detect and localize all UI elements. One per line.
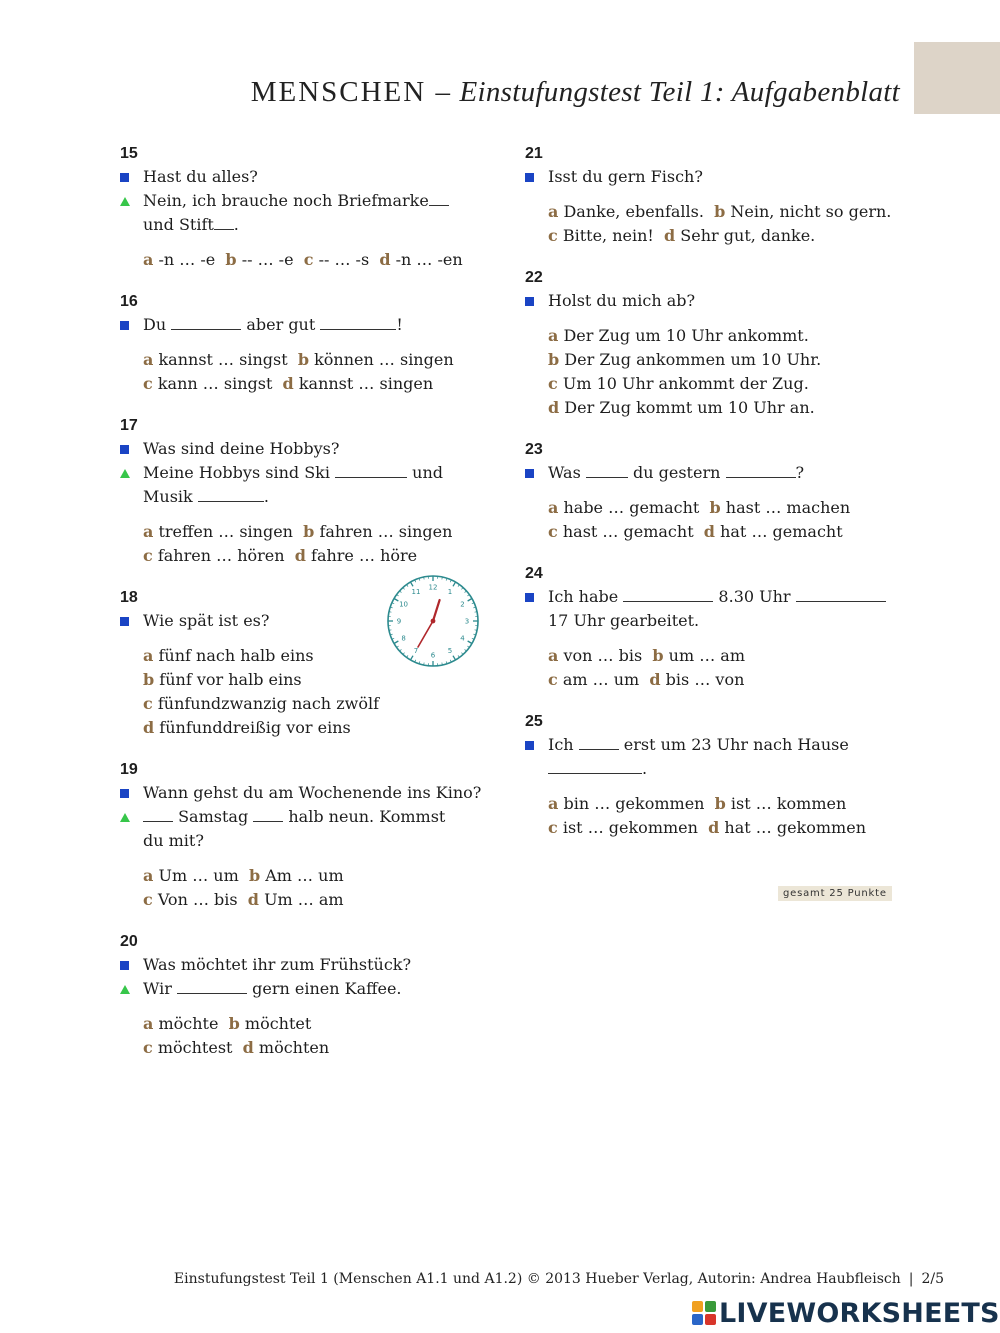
clock-number: 6 — [430, 651, 436, 660]
options: a treffen … singen b fahren … singen c fahren … hören d fahre … höre — [143, 522, 453, 565]
brand-name: LIVEWORKSHEETS — [719, 1297, 1000, 1329]
task-number: 21 — [525, 145, 543, 162]
option-b[interactable]: fünf vor halb eins — [159, 670, 302, 689]
corner-tab — [914, 42, 1000, 114]
question-line: Isst du gern Fisch? — [525, 165, 905, 189]
option-d[interactable]: fünfunddreißig vor eins — [159, 718, 351, 737]
option-c[interactable]: möchtest — [157, 1038, 233, 1057]
task-23 — [525, 439, 905, 544]
task-number: 15 — [120, 145, 138, 162]
answer-triangle-icon — [120, 197, 130, 206]
task-22 — [525, 267, 905, 420]
question-line: Was du gestern ? — [525, 461, 905, 485]
option-d[interactable]: möchten — [258, 1038, 330, 1057]
page-title — [251, 76, 900, 109]
gap-blank[interactable] — [143, 805, 173, 822]
gap-blank[interactable] — [320, 313, 396, 330]
question-bullet-icon — [120, 321, 129, 330]
task-20 — [120, 931, 500, 1060]
options: a kannst … singst b können … singen c kann … singst d kannst … singen — [143, 350, 454, 393]
option-c[interactable]: kann … singst — [157, 374, 273, 393]
clock-number: 12 — [428, 583, 438, 592]
options: a Danke, ebenfalls. b Nein, nicht so gern. c Bitte, nein! d Sehr gut, danke. — [548, 202, 892, 245]
title-brand: MENSCHEN – — [250, 76, 452, 108]
liveworksheets-brand[interactable] — [692, 1295, 1000, 1331]
task-number: 19 — [120, 761, 138, 778]
option-a[interactable]: Um … um — [158, 866, 239, 885]
options: a Um … um b Am … um c Von … bis d Um … am — [143, 866, 344, 909]
option-a[interactable]: treffen … singen — [158, 522, 293, 541]
answer-line: Meine Hobbys sind Ski und Musik . — [120, 461, 500, 509]
question-line: Hast du alles? — [120, 165, 500, 189]
question-bullet-icon — [120, 961, 129, 970]
question-bullet-icon — [120, 617, 129, 626]
option-c[interactable]: -- … -s — [318, 250, 370, 269]
logo-square — [705, 1314, 716, 1325]
question-line: Ich erst um 23 Uhr nach Hause . — [525, 733, 905, 781]
task-number: 25 — [525, 713, 543, 730]
option-a[interactable]: bin … gekommen — [563, 794, 705, 813]
footer — [174, 1271, 944, 1287]
question-bullet-icon — [120, 789, 129, 798]
liveworksheets-logo-icon — [692, 1301, 716, 1325]
question-line: Wann gehst du am Wochenende ins Kino? — [120, 781, 500, 805]
option-b[interactable]: Nein, nicht so gern. — [730, 202, 892, 221]
clock-number: 10 — [399, 600, 409, 609]
clock-center — [431, 619, 436, 624]
question-bullet-icon — [525, 297, 534, 306]
options: a habe … gemacht b hast … machen c hast … gemacht d hat … gemacht — [548, 498, 851, 541]
task-number: 20 — [120, 933, 138, 950]
option-b[interactable]: Der Zug ankommen um 10 Uhr. — [564, 350, 822, 369]
clock-number: 2 — [460, 600, 465, 609]
option-a[interactable]: kannst … singst — [158, 350, 288, 369]
option-c[interactable]: fünfundzwanzig nach zwölf — [157, 694, 379, 713]
task-number: 16 — [120, 293, 138, 310]
options: a bin … gekommen b ist … kommen c ist … gekommen d hat … gekommen — [548, 794, 866, 837]
question-bullet-icon — [525, 741, 534, 750]
options: a -n … -e b -- … -e c -- … -s d -n … -en — [143, 250, 463, 269]
option-c[interactable]: Von … bis — [157, 890, 238, 909]
options: a fünf nach halb eins b fünf vor halb eins c fünfundzwanzig nach zwölf d fünfunddreißig vor eins — [143, 646, 379, 737]
option-c[interactable]: am … um — [562, 670, 640, 689]
option-a[interactable]: Der Zug um 10 Uhr ankommt. — [563, 326, 809, 345]
options: a möchte b möchtet c möchtest d möchten — [143, 1014, 330, 1057]
task-15 — [120, 143, 500, 272]
score-badge: gesamt 25 Punkte — [778, 886, 892, 901]
clock-number: 11 — [411, 588, 421, 597]
option-c[interactable]: ist … gekommen — [562, 818, 698, 837]
task-25 — [525, 711, 905, 840]
task-number: 22 — [525, 269, 543, 286]
clock-icon — [385, 573, 481, 669]
question-line: Ich habe 8.30 Uhr 17 Uhr gearbeitet. — [525, 585, 905, 633]
page-number: 2/5 — [921, 1271, 944, 1287]
footer-copyright: Einstufungstest Teil 1 (Menschen A1.1 und A1.2) © 2013 Hueber Verlag, Autorin: Andrea Haubfleisch — [173, 1271, 901, 1287]
gap-blank[interactable] — [726, 461, 796, 478]
option-d[interactable]: Um … am — [264, 890, 344, 909]
answer-line: Samstag halb neun. Kommst du mit? — [120, 805, 500, 853]
option-b[interactable]: möchtet — [244, 1014, 312, 1033]
option-c[interactable]: Bitte, nein! — [562, 226, 654, 245]
question-line: Was sind deine Hobbys? — [120, 437, 500, 461]
option-a[interactable]: -n … -e — [158, 250, 216, 269]
clock-number: 5 — [447, 646, 453, 655]
answer-triangle-icon — [120, 813, 130, 822]
clock-number: 7 — [413, 646, 419, 655]
option-b[interactable]: können … singen — [314, 350, 454, 369]
option-b[interactable]: ist … kommen — [730, 794, 847, 813]
option-d[interactable]: fahre … höre — [311, 546, 418, 565]
gap-blank[interactable] — [548, 757, 642, 774]
gap-blank[interactable] — [177, 977, 247, 994]
answer-triangle-icon — [120, 985, 130, 994]
task-19 — [120, 759, 500, 912]
task-24 — [525, 563, 905, 692]
logo-square — [692, 1314, 703, 1325]
option-a[interactable]: von … bis — [563, 646, 643, 665]
gap-blank[interactable] — [429, 189, 449, 206]
option-b[interactable]: hast … machen — [725, 498, 851, 517]
gap-blank[interactable] — [586, 461, 628, 478]
option-d[interactable]: bis … von — [665, 670, 745, 689]
option-b[interactable]: um … am — [668, 646, 745, 665]
option-a[interactable]: möchte — [158, 1014, 219, 1033]
left-column — [120, 143, 500, 1079]
task-16 — [120, 291, 500, 396]
task-18 — [120, 583, 500, 740]
option-d[interactable]: Sehr gut, danke. — [680, 226, 816, 245]
clock-number: 4 — [460, 634, 465, 643]
logo-square — [692, 1301, 703, 1312]
logo-square — [705, 1301, 716, 1312]
question-line: Du aber gut ! — [120, 313, 500, 337]
gap-blank[interactable] — [335, 461, 407, 478]
question-line: Holst du mich ab? — [525, 289, 905, 313]
question-bullet-icon — [525, 593, 534, 602]
option-d[interactable]: hat … gemacht — [720, 522, 843, 541]
option-d[interactable]: -n … -en — [395, 250, 463, 269]
gap-blank[interactable] — [253, 805, 283, 822]
task-number: 24 — [525, 565, 543, 582]
gap-blank[interactable] — [214, 213, 234, 230]
question-bullet-icon — [525, 173, 534, 182]
option-c[interactable]: hast … gemacht — [562, 522, 694, 541]
gap-blank[interactable] — [796, 585, 886, 602]
task-number: 17 — [120, 417, 138, 434]
option-b[interactable]: fahren … singen — [319, 522, 453, 541]
clock-number: 1 — [447, 588, 453, 597]
clock-number: 8 — [401, 634, 406, 643]
option-a[interactable]: habe … gemacht — [563, 498, 700, 517]
question-bullet-icon — [525, 469, 534, 478]
clock-number: 9 — [396, 617, 402, 626]
options: a von … bis b um … am c am … um d bis … von — [548, 646, 745, 689]
option-b[interactable]: Am … um — [265, 866, 344, 885]
options: a Der Zug um 10 Uhr ankommt. b Der Zug ankommen um 10 Uhr. c Um 10 Uhr ankommt der Zug. d Der Zug kommt um 10 Uhr an. — [548, 326, 822, 417]
option-c[interactable]: Um 10 Uhr ankommt der Zug. — [562, 374, 809, 393]
question-line: Wie spät ist es? — [120, 609, 500, 633]
task-number: 23 — [525, 441, 543, 458]
question-bullet-icon — [120, 445, 129, 454]
question-bullet-icon — [120, 173, 129, 182]
option-a[interactable]: Danke, ebenfalls. — [563, 202, 704, 221]
answer-line: Nein, ich brauche noch Briefmarke und Stift . — [120, 189, 500, 237]
option-d[interactable]: kannst … singen — [298, 374, 434, 393]
question-line: Was möchtet ihr zum Frühstück? — [120, 953, 500, 977]
option-d[interactable]: Der Zug kommt um 10 Uhr an. — [564, 398, 815, 417]
title-subtitle: Einstufungstest Teil 1: Aufgabenblatt — [459, 76, 900, 108]
right-column — [525, 143, 905, 859]
task-number: 18 — [120, 589, 138, 606]
option-d[interactable]: hat … gekommen — [724, 818, 866, 837]
answer-line: Wir gern einen Kaffee. — [120, 977, 500, 1001]
option-a[interactable]: fünf nach halb eins — [158, 646, 314, 665]
task-21 — [525, 143, 905, 248]
gap-blank[interactable] — [198, 485, 264, 502]
task-17 — [120, 415, 500, 568]
gap-blank[interactable] — [579, 733, 619, 750]
gap-blank[interactable] — [623, 585, 713, 602]
clock-number: 3 — [464, 617, 470, 626]
gap-blank[interactable] — [171, 313, 241, 330]
option-b[interactable]: -- … -e — [241, 250, 294, 269]
answer-triangle-icon — [120, 469, 130, 478]
option-c[interactable]: fahren … hören — [157, 546, 285, 565]
footer-separator: | — [908, 1271, 914, 1287]
